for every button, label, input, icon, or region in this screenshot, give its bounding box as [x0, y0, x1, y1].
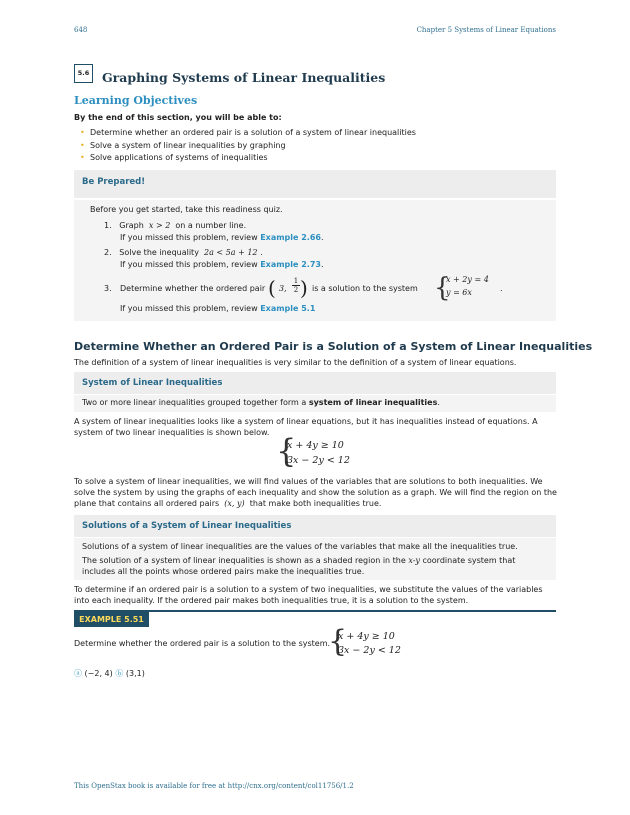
objectives-intro: By the end of this section, you will be able to:	[74, 113, 282, 122]
prepared-intro: Before you get started, take this readiness quiz.	[90, 205, 283, 214]
example-link[interactable]: Example 2.66	[260, 233, 321, 242]
solutions-box-title: Solutions of a System of Linear Inequalities	[82, 521, 292, 531]
definition-box-title: System of Linear Inequalities	[82, 378, 223, 388]
option-a: (−2, 4)	[84, 669, 113, 678]
be-prepared-header	[74, 170, 556, 198]
system-brace: {	[434, 273, 451, 303]
quiz-question-3-review: If you missed this problem, review Example 5.1	[120, 304, 316, 313]
solutions-text-1: Solutions of a system of linear inequalities are the values of the variables that make all the inequalities true.	[82, 542, 518, 551]
objectives-heading: Learning Objectives	[74, 94, 198, 107]
objective-item: • Solve applications of systems of inequalities	[80, 153, 268, 162]
system-display: { x + 4y ≥ 10 3x − 2y < 12	[276, 432, 350, 470]
paragraph-substitute: To determine if an ordered pair is a solution to a system of two inequalities, we substitute the values of the variables into each inequality. If the ordered pair makes both inequalities true, it is a solution to the system.	[74, 585, 543, 605]
objective-item: • Solve a system of linear inequalities by graphing	[80, 140, 286, 150]
definition-box-header	[74, 372, 556, 394]
paragraph-solve: To solve a system of linear inequalities, we will find values of the variables that are solutions to both inequalities. We solve the system by using the graphs of each inequality and show the solution as a graph. We will find the region on the plane that contains all ordered pairs (x, y) that make both inequalities true.	[74, 477, 557, 508]
example-link[interactable]: Example 2.73	[260, 260, 321, 269]
definition-box-body	[74, 395, 556, 412]
solutions-box-header	[74, 515, 556, 537]
definition-text: Two or more linear inequalities grouped together form a system of linear inequalities.	[82, 398, 440, 407]
quiz-question-3: 3. Determine whether the ordered pair ( 3, 1 2 ) is a solution to the system { x + 2y = 4 y = 6x .	[104, 273, 503, 303]
system-brace: {	[276, 432, 297, 470]
fraction: 1 2	[293, 277, 299, 294]
solutions-text-2: The solution of a system of linear inequalities is shown as a shaded region in the x-y coordinate system that includes all the points whose ordered pairs make the inequalities true.	[82, 556, 516, 576]
chapter-title: Chapter 5 Systems of Linear Equations	[416, 26, 556, 34]
page-number: 648	[74, 26, 88, 34]
system-brace: {	[328, 624, 348, 659]
option-b: (3,1)	[125, 669, 145, 678]
pair-close-paren: )	[300, 276, 308, 300]
section-title: Graphing Systems of Linear Inequalities	[102, 70, 386, 85]
section-number-box: 5.6	[74, 64, 93, 83]
subsection-heading: Determine Whether an Ordered Pair is a Solution of a System of Linear Inequalities	[74, 340, 593, 353]
option-b-marker: ⓑ	[115, 669, 124, 678]
be-prepared-body	[74, 200, 556, 321]
example-options	[74, 668, 145, 679]
objective-item: • Determine whether an ordered pair is a solution of a system of linear inequalities	[80, 128, 416, 137]
quiz-question-2: 2. Solve the inequality 2a < 5a + 12 . If you missed this problem, review Example 2.73.	[104, 248, 324, 269]
objectives-list	[80, 127, 416, 165]
quiz-question-1: 1. Graph x > 2 on a number line. If you missed this problem, review Example 2.66.	[104, 221, 324, 242]
example-prompt: Determine whether the ordered pair is a solution to the system.	[74, 639, 331, 648]
paragraph-system-intro: A system of linear inequalities looks like a system of linear equations, but it has inequalities instead of equations. A system of two linear inequalities is shown below.	[74, 417, 538, 437]
example-system: { x + 4y ≥ 10 3x − 2y < 12	[328, 624, 401, 659]
paragraph-definition: The definition of a system of linear inequalities is very similar to the definition of a system of linear equations.	[74, 358, 517, 367]
example-label: EXAMPLE 5.51	[74, 612, 149, 627]
footer-note: This OpenStax book is available for free at http://cnx.org/content/col11756/1.2	[74, 782, 354, 790]
example-link[interactable]: Example 5.1	[260, 304, 316, 313]
pair-open-paren: (	[268, 276, 276, 300]
option-a-marker: ⓐ	[74, 669, 82, 678]
solutions-box-body	[74, 538, 556, 580]
be-prepared-title: Be Prepared!	[82, 177, 146, 187]
